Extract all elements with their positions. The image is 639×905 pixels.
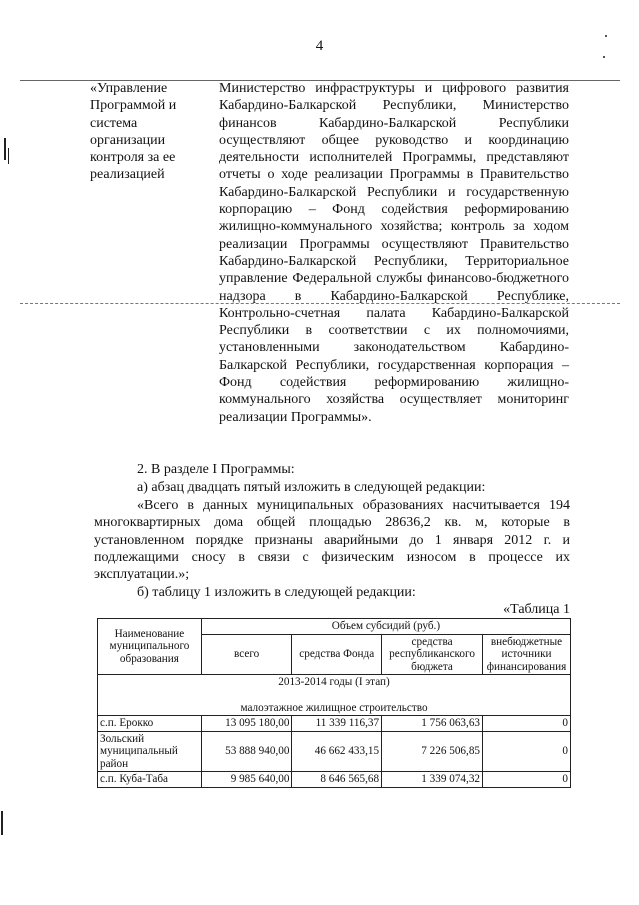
period-row	[98, 675, 571, 716]
item-a: а) абзац двадцать пятый изложить в следующей редакции:	[137, 480, 486, 495]
subsidies-table	[97, 618, 571, 788]
row-extra: 0	[483, 772, 571, 788]
row-republic: 7 226 506,85	[382, 731, 483, 772]
subsection-label: малоэтажное жилищное строительство	[240, 701, 428, 714]
row-republic: 1 756 063,63	[382, 716, 483, 732]
row-total: 9 985 640,00	[201, 772, 292, 788]
scan-speck	[605, 35, 607, 37]
row-republic: 1 339 074,32	[382, 772, 483, 788]
header-group: Объем субсидий (руб.)	[201, 619, 570, 635]
row-total: 13 095 180,00	[201, 716, 292, 732]
row-fund: 46 662 433,15	[292, 731, 382, 772]
header-name: Наименование муниципального образования	[98, 619, 202, 675]
table-header-row	[98, 619, 571, 635]
header-total: всего	[201, 634, 292, 675]
row-name: с.п. Куба-Таба	[98, 772, 202, 788]
table-row	[98, 772, 571, 788]
margin-mark	[1, 811, 3, 835]
table-caption: «Таблица 1	[503, 602, 570, 617]
row-extra: 0	[483, 716, 571, 732]
page-number: 4	[315, 38, 324, 54]
header-republic: средства республиканского бюджета	[382, 634, 483, 675]
row-fund: 8 646 565,68	[292, 772, 382, 788]
table-row	[98, 731, 571, 772]
table-row	[98, 716, 571, 732]
row-name: Зольский муниципальный район	[98, 731, 202, 772]
margin-mark	[8, 148, 9, 164]
row-total: 53 888 940,00	[201, 731, 292, 772]
scan-speck	[603, 56, 605, 58]
section-text: Министерство инфраструктуры и цифрового развития Кабардино-Балкарской Республики, Министерство финансов Кабардино-Балкарской Республики осуществляют общее руководство и координацию деятельности исполнителей Программы, представляют отчеты о ходе реализации Программы в Правительство Кабардино-Балкарской Республики и государственную корпорацию – Фонд содействия реформированию жилищно-коммунального хозяйства; контроль за ходом реализации Программы осуществляют Правительство Кабардино-Балкарской Республики, Территориальное управление Федеральной службы финансово-бюджетного надзора в Кабардино-Балкарской Республике, Контрольно-счетная палата Кабардино-Балкарской Республики в соответствии с их полномочиями, установленными законодательством Кабардино-Балкарской Республики, государственная корпорация – Фонд содействия реформированию жилищно-коммунального хозяйства осуществляет мониторинг реализации Программы».	[219, 81, 569, 425]
header-extra: внебюджетные источники финансирования	[483, 634, 571, 675]
period-label: 2013-2014 годы (I этап)	[278, 676, 390, 688]
margin-mark	[4, 138, 6, 160]
item-b: б) таблицу 1 изложить в следующей редакции:	[137, 585, 416, 600]
section-label: «Управление Программой и система организации контроля за ее реализацией	[90, 81, 177, 183]
row-fund: 11 339 116,37	[292, 716, 382, 732]
item-2: 2. В разделе I Программы:	[137, 462, 295, 477]
row-extra: 0	[483, 731, 571, 772]
header-fund: средства Фонда	[292, 634, 382, 675]
quote-paragraph: «Всего в данных муниципальных образованиях насчитывается 194 многоквартирных дома общей площадью 28636,2 кв. м, которые в установленном порядке признаны аварийными до 1 января 2012 г. и подлежащими сносу в связи с физическим износом в процессе их эксплуатации.»;	[94, 498, 570, 583]
row-name: с.п. Ерокко	[98, 716, 202, 732]
